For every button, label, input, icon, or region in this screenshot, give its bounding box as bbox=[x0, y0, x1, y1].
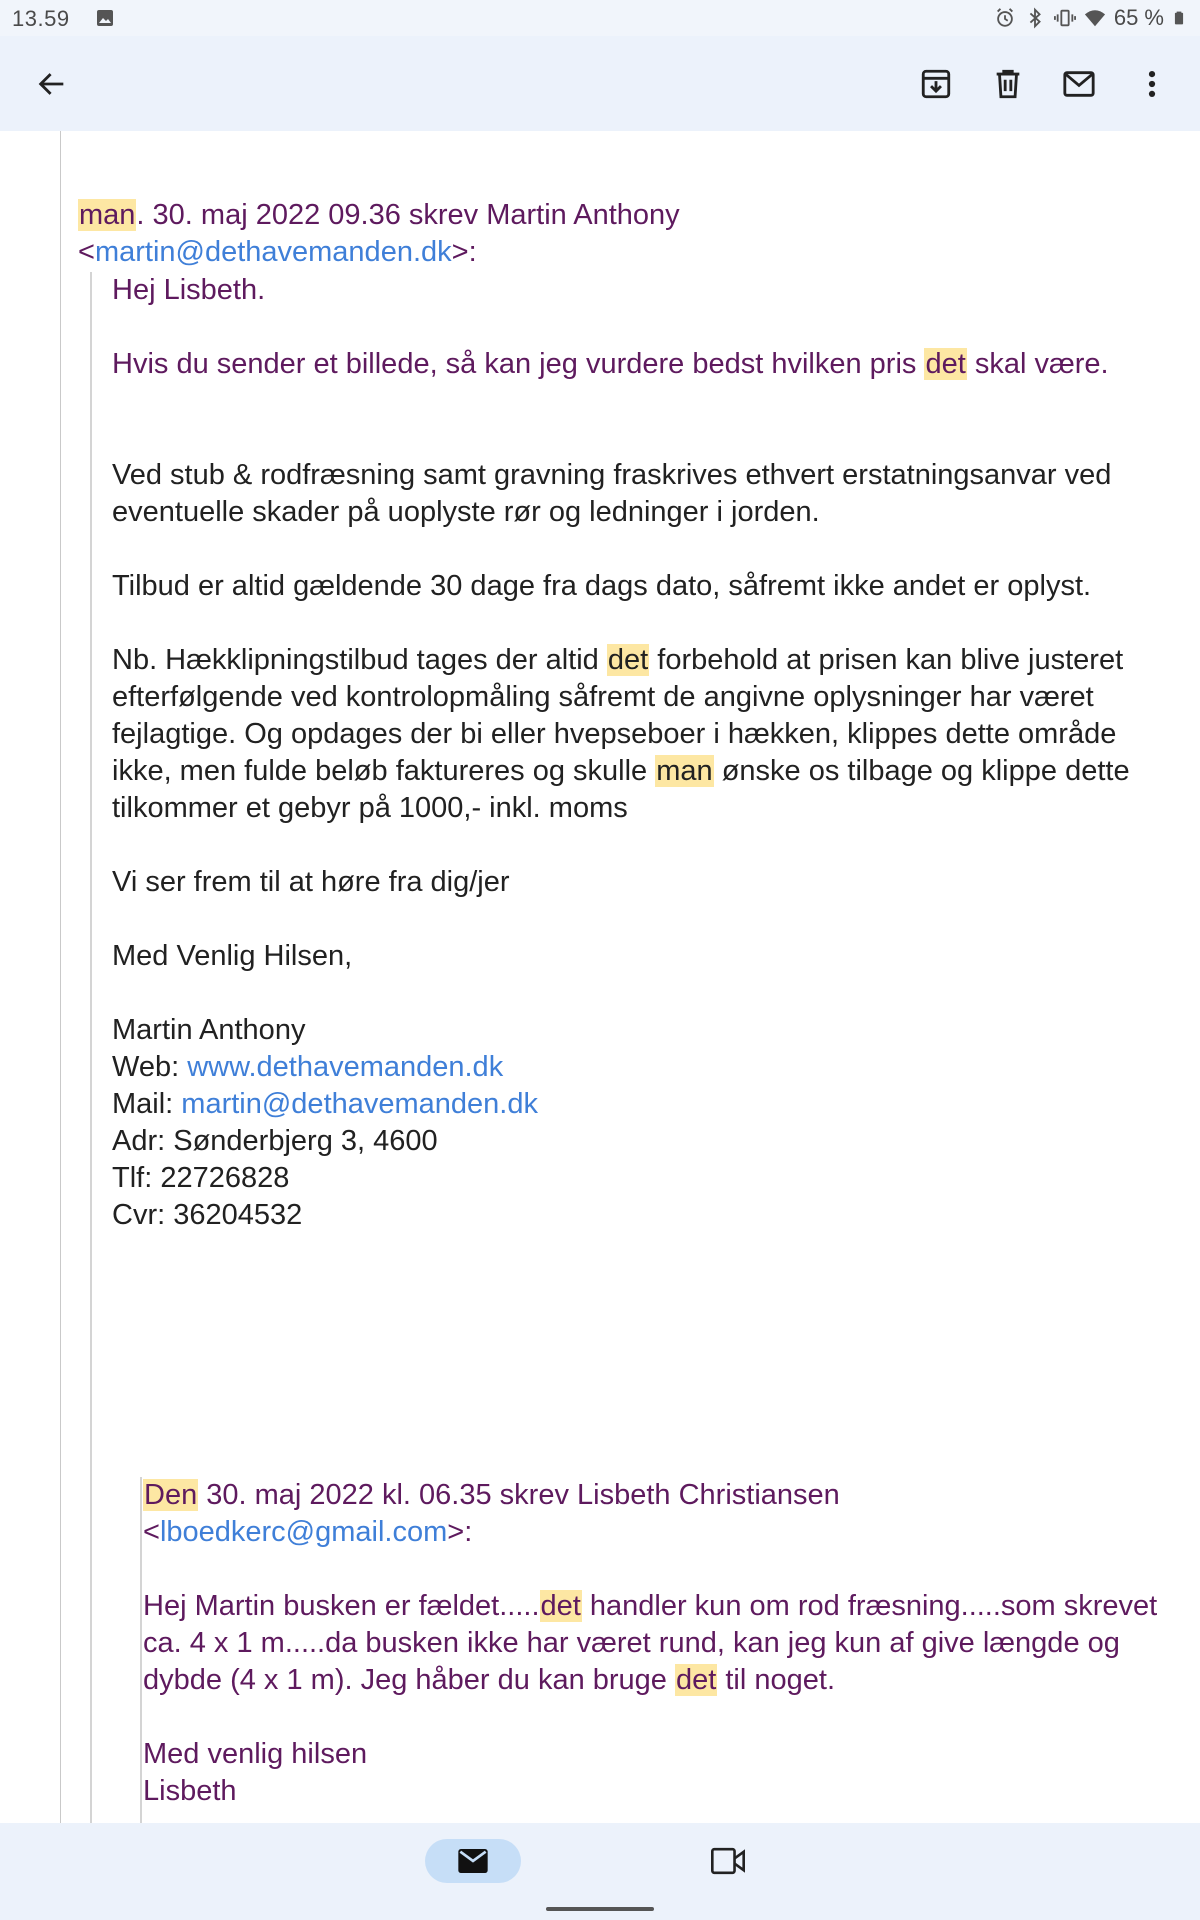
signature-address: Adr: Sønderbjerg 3, 4600 bbox=[112, 1125, 438, 1157]
signature-cvr: Cvr: 36204532 bbox=[112, 1199, 303, 1231]
app-toolbar bbox=[0, 36, 1200, 131]
more-options-button[interactable] bbox=[1128, 60, 1176, 108]
paragraph-hedge-terms: Nb. Hækklipningstilbud tages der altid det forbehold at prisen kan blive justeret efterfølgende ved kontrolopmåling såfremt de angivne oplysninger har været fejlagtige. Og opdages der bi eller hvepseboer i hækken, klippes dette område ikke, men fulde beløb faktureres og skulle man ønske os tilbage og klippe dette tilkommer et gebyr på 1000,- inkl. moms bbox=[112, 644, 1130, 824]
greeting: Hej Lisbeth. bbox=[112, 274, 266, 306]
alarm-icon bbox=[994, 7, 1016, 29]
nested-closing: Med venlig hilsen bbox=[143, 1738, 368, 1770]
reply-header: man. 30. maj 2022 09.36 skrev Martin Anthony <martin@dethavemanden.dk>: bbox=[78, 199, 680, 268]
status-time: 13.59 bbox=[12, 6, 70, 31]
website-link[interactable]: www.dethavemanden.dk bbox=[187, 1051, 504, 1083]
lisbeth-email-link[interactable]: lboedkerc@gmail.com bbox=[159, 1516, 448, 1548]
signature-name: Martin Anthony bbox=[112, 1014, 306, 1046]
paragraph-validity: Tilbud er altid gældende 30 dage fra dags dato, såfremt ikke andet er oplyst. bbox=[112, 570, 1092, 602]
mail-tab[interactable] bbox=[425, 1839, 521, 1883]
more-vert-icon bbox=[1135, 67, 1169, 101]
nested-signer: Lisbeth bbox=[143, 1775, 237, 1807]
paragraph-liability: Ved stub & rodfræsning samt gravning fraskrives ethvert erstatningsanvar ved eventuelle skader på uoplyste rør og ledninger i jorden. bbox=[112, 459, 1112, 528]
signature-mail: Mail: martin@dethavemanden.dk bbox=[112, 1088, 538, 1120]
paragraph-picture-request: Hvis du sender et billede, så kan jeg vurdere bedst hvilken pris det skal være. bbox=[112, 348, 1109, 380]
signature-web: Web: www.dethavemanden.dk bbox=[112, 1051, 504, 1083]
meet-tab[interactable] bbox=[706, 1839, 750, 1883]
nested-body: Hej Martin busken er fældet.....det handler kun om rod fræsning.....som skrevet ca. 4 x 1 m.....da busken ikke har været rund, kan jeg kun af give længde og dybde (4 x 1 m). Jeg håber du kan bruge det til noget. bbox=[143, 1590, 1158, 1696]
status-icons bbox=[994, 5, 1186, 31]
nested-reply-header: Den 30. maj 2022 kl. 06.35 skrev Lisbeth Christiansen <lboedkerc@gmail.com>: bbox=[143, 1479, 840, 1548]
thread-divider bbox=[60, 131, 61, 1823]
email-content[interactable] bbox=[0, 131, 1200, 1823]
back-arrow-icon bbox=[35, 67, 69, 101]
video-call-icon bbox=[711, 1846, 745, 1876]
search-highlight: Den bbox=[144, 1479, 198, 1511]
archive-button[interactable] bbox=[912, 60, 960, 108]
mark-unread-icon bbox=[1062, 67, 1096, 101]
photo-icon bbox=[96, 9, 114, 27]
vibrate-icon bbox=[1054, 7, 1076, 29]
search-highlight: det bbox=[675, 1664, 717, 1696]
closing: Med Venlig Hilsen, bbox=[112, 940, 353, 972]
wifi-icon bbox=[1084, 7, 1106, 29]
paragraph-looking-forward: Vi ser frem til at høre fra dig/jer bbox=[112, 866, 510, 898]
home-indicator[interactable] bbox=[546, 1907, 654, 1911]
signature bbox=[112, 1012, 1150, 1234]
battery-icon bbox=[1172, 7, 1186, 29]
back-button[interactable] bbox=[28, 60, 76, 108]
mail-icon bbox=[457, 1847, 489, 1875]
bottom-navigation bbox=[0, 1823, 1200, 1920]
status-bar bbox=[0, 0, 1200, 36]
sender-email-link[interactable]: martin@dethavemanden.dk bbox=[94, 236, 452, 268]
email-link[interactable]: martin@dethavemanden.dk bbox=[181, 1088, 538, 1120]
archive-icon bbox=[919, 67, 953, 101]
trash-icon bbox=[991, 67, 1025, 101]
search-highlight: det bbox=[540, 1590, 581, 1622]
delete-button[interactable] bbox=[984, 60, 1032, 108]
search-highlight: man bbox=[79, 199, 136, 231]
nested-quoted-message bbox=[140, 1477, 1160, 1823]
bluetooth-icon bbox=[1024, 7, 1046, 29]
battery-percentage: 65 % bbox=[1113, 5, 1164, 30]
search-highlight: det bbox=[607, 644, 649, 676]
search-highlight: det bbox=[925, 348, 966, 380]
signature-phone: Tlf: 22726828 bbox=[112, 1162, 290, 1194]
mark-unread-button[interactable] bbox=[1055, 60, 1103, 108]
search-highlight: man bbox=[656, 755, 713, 787]
